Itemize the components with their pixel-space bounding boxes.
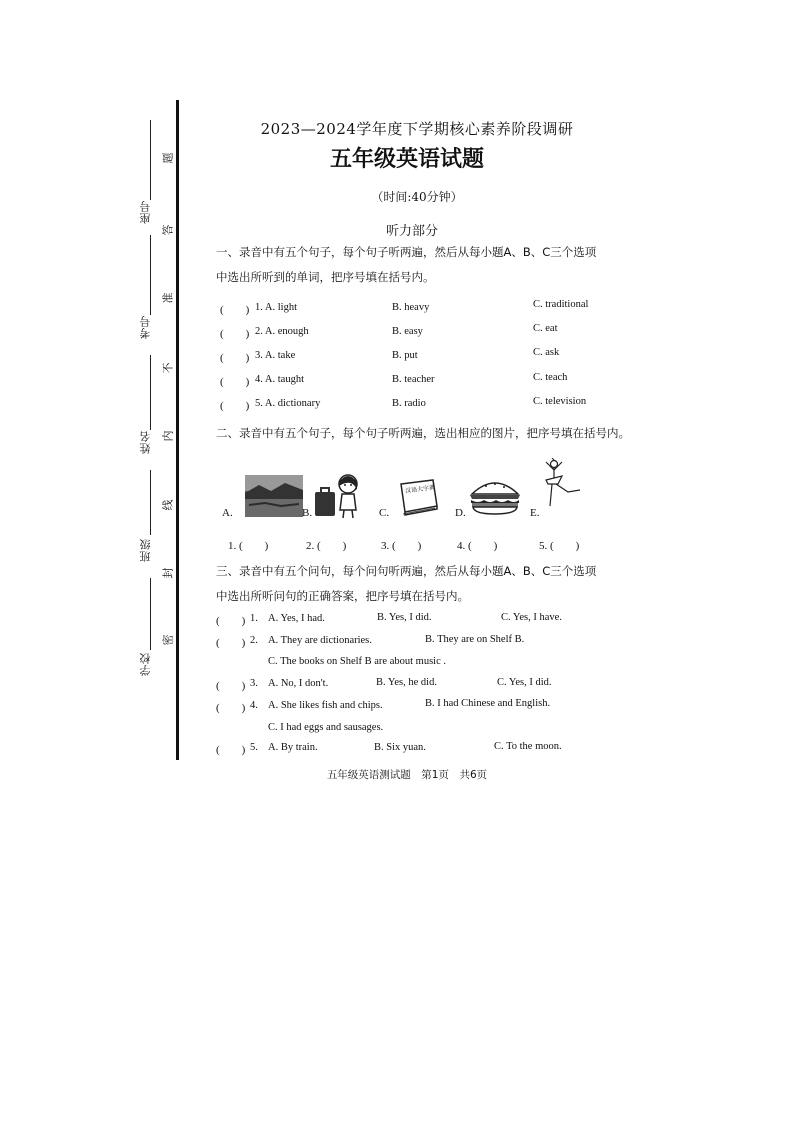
answer-paren[interactable]: ( ) bbox=[216, 637, 246, 649]
option-b: B. I had Chinese and English. bbox=[425, 698, 551, 709]
exam-title: 五年级英语试题 bbox=[329, 146, 484, 172]
picture-letter-c: C. bbox=[379, 507, 390, 519]
picture-answer-blank[interactable]: 2. ( ) bbox=[306, 540, 347, 552]
listening-section-title: 听力部分 bbox=[385, 224, 438, 239]
seal-char-4: 不 bbox=[161, 362, 175, 374]
picture-answer-blank[interactable]: 3. ( ) bbox=[381, 540, 422, 552]
option-b: B. radio bbox=[392, 398, 426, 409]
seal-char-7: 封 bbox=[161, 567, 175, 579]
answer-paren[interactable]: ( ) bbox=[216, 680, 246, 692]
option-c: C. Yes, I have. bbox=[501, 612, 562, 623]
hamburger-icon bbox=[468, 478, 522, 516]
seal-char-6: 线 bbox=[161, 499, 175, 511]
option-b: B. Six yuan. bbox=[374, 742, 426, 753]
seat-number-label: 座号 bbox=[139, 200, 152, 224]
option-c: C. The books on Shelf B are about music . bbox=[268, 656, 446, 667]
answer-paren[interactable]: ( ) bbox=[216, 615, 246, 627]
answer-paren[interactable]: ( ) bbox=[216, 702, 246, 714]
option-c: C. television bbox=[533, 396, 587, 407]
question-number: 5. bbox=[250, 742, 258, 753]
option-a: A. By train. bbox=[268, 742, 318, 753]
option-b: B. heavy bbox=[392, 302, 430, 313]
question-number: 3. bbox=[250, 678, 258, 689]
picture-letter-e: E. bbox=[530, 507, 540, 519]
option-a: 2. A. enough bbox=[255, 326, 309, 337]
option-b: B. put bbox=[392, 350, 418, 361]
picture-letter-b: B. bbox=[302, 507, 313, 519]
school-label: 学校 bbox=[139, 652, 152, 676]
picture-answer-blank[interactable]: 1. ( ) bbox=[228, 540, 269, 552]
picture-letter-d: D. bbox=[455, 507, 466, 519]
answer-paren[interactable]: ( ) bbox=[220, 352, 250, 364]
girl-with-suitcase-icon bbox=[312, 470, 364, 520]
school-underline bbox=[150, 578, 151, 650]
exam-subtitle: 2023—2024学年度下学期核心素养阶段调研 bbox=[260, 120, 574, 138]
option-c: C. teach bbox=[533, 372, 568, 383]
class-underline bbox=[150, 470, 151, 535]
option-a: A. No, I don't. bbox=[268, 678, 329, 689]
seal-char-1: 题 bbox=[161, 152, 175, 164]
option-a: 5. A. dictionary bbox=[255, 398, 321, 409]
seal-char-8: 密 bbox=[161, 634, 175, 646]
seal-char-2: 答 bbox=[161, 224, 175, 236]
option-b: B. Yes, he did. bbox=[376, 677, 437, 688]
exam-time: （时间:40分钟） bbox=[371, 190, 463, 204]
answer-paren[interactable]: ( ) bbox=[220, 304, 250, 316]
part3-instruction-line2: 中选出所听问句的正确答案，把序号填在括号内。 bbox=[216, 589, 469, 603]
seal-char-3: 准 bbox=[161, 292, 175, 304]
option-a: A. Yes, I had. bbox=[268, 613, 325, 624]
part3-instruction-line1: 三、录音中有五个问句，每个问句听两遍，然后从每小题A、B、C三个选项 bbox=[216, 564, 597, 578]
part1-instruction-line2: 中选出所听到的单词，把序号填在括号内。 bbox=[216, 270, 435, 284]
name-underline bbox=[150, 355, 151, 430]
book-cover-text: 汉语大字典 bbox=[404, 484, 436, 495]
answer-paren[interactable]: ( ) bbox=[216, 744, 246, 756]
exam-number-label: 考号 bbox=[139, 315, 152, 339]
question-number: 2. bbox=[250, 635, 258, 646]
option-a: A. She likes fish and chips. bbox=[268, 700, 383, 711]
page-footer: 五年级英语测试题 第1页 共6页 bbox=[326, 769, 488, 781]
exam-number-underline bbox=[150, 235, 151, 315]
question-number: 4. bbox=[250, 700, 258, 711]
class-label: 班级 bbox=[139, 538, 152, 562]
option-a: 3. A. take bbox=[255, 350, 296, 361]
answer-paren[interactable]: ( ) bbox=[220, 376, 250, 388]
option-c: C. traditional bbox=[533, 299, 589, 310]
picture-answer-blank[interactable]: 5. ( ) bbox=[539, 540, 580, 552]
picture-answer-blank[interactable]: 4. ( ) bbox=[457, 540, 498, 552]
option-a: 4. A. taught bbox=[255, 374, 304, 385]
part2-instruction: 二、录音中有五个句子，每个句子听两遍，选出相应的图片，把序号填在括号内。 bbox=[216, 426, 630, 440]
answer-paren[interactable]: ( ) bbox=[220, 328, 250, 340]
option-c: C. I had eggs and sausages. bbox=[268, 722, 384, 733]
option-a: A. They are dictionaries. bbox=[268, 635, 372, 646]
question-number: 1. bbox=[250, 613, 258, 624]
option-a: 1. A. light bbox=[255, 302, 298, 313]
ballet-dancer-icon bbox=[538, 458, 582, 510]
landscape-photo-icon bbox=[245, 475, 303, 517]
answer-paren[interactable]: ( ) bbox=[220, 400, 250, 412]
option-c: C. eat bbox=[533, 323, 558, 334]
seal-char-5: 内 bbox=[161, 430, 175, 442]
option-b: B. easy bbox=[392, 326, 423, 337]
option-c: C. Yes, I did. bbox=[497, 677, 552, 688]
part1-instruction-line1: 一、录音中有五个句子，每个句子听两遍，然后从每小题A、B、C三个选项 bbox=[216, 245, 597, 259]
option-b: B. teacher bbox=[392, 374, 435, 385]
option-c: C. To the moon. bbox=[494, 741, 562, 752]
option-b: B. They are on Shelf B. bbox=[425, 634, 525, 645]
option-b: B. Yes, I did. bbox=[377, 612, 432, 623]
picture-letter-a: A. bbox=[222, 507, 233, 519]
name-label: 姓名 bbox=[139, 430, 152, 454]
option-c: C. ask bbox=[533, 347, 560, 358]
